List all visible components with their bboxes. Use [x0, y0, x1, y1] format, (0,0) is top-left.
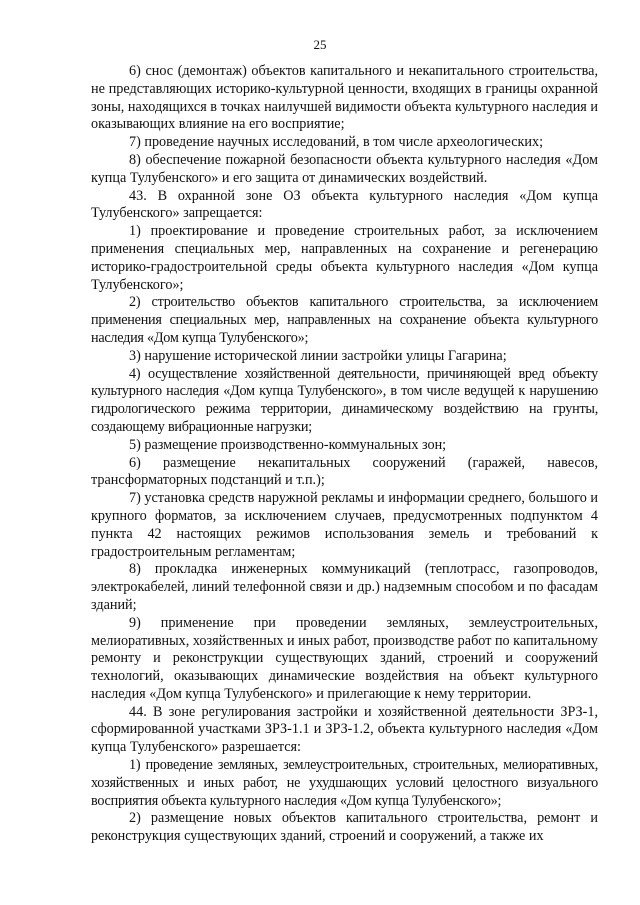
paragraph-clause-43: 43. В охранной зоне ОЗ объекта культурного наследия «Дом купца Тулубенского» запрещается: — [91, 187, 598, 222]
paragraph-item-9-technologies: 9) применение при проведении земляных, землеустроительных, мелиоративных, хозяйственных и иных работ, производстве работ по капитальному ремонту и реконструкции существующих зданий, строений и сооружений технологий, оказывающих динамические воздействия на объект культурного наследия «Дом купца Тулубенского» и прилегающие к нему территории. — [91, 614, 598, 702]
paragraph-item-5-industrial-zones: 5) размещение производственно-коммунальных зон; — [129, 436, 447, 453]
paragraph-item-8-fire-safety: 8) обеспечение пожарной безопасности объекта культурного наследия «Дом купца Тулубенского» и его защита от динамических воздействий. — [91, 151, 598, 186]
document-body — [91, 63, 598, 846]
paragraph-item-1-design: 1) проектирование и проведение строительных работ, за исключением применения специальных мер, направленных на сохранение и регенерацию историко-градостроительной среды объекта культурного наследия «Дом купца Тулубенского»; — [91, 223, 598, 293]
paragraph-item-4-economic-activity: 4) осуществление хозяйственной деятельности, причиняющей вред объекту культурного наследия «Дом купца Тулубенского», в том числе ведущей к нарушению гидрологического режима территории, динамическому воздействию на грунты, создающему вибрационные нагрузки; — [91, 365, 598, 435]
paragraph-item-6-non-capital: 6) размещение некапитальных сооружений (гаражей, навесов, трансформаторных подстанций и т.п.); — [91, 454, 598, 489]
paragraph-item-2-new-objects: 2) размещение новых объектов капитального строительства, ремонт и реконструкция существующих зданий, строений и сооружений, а также их — [91, 810, 598, 845]
paragraph-clause-44: 44. В зоне регулирования застройки и хозяйственной деятельности ЗРЗ-1, сформированной участками ЗРЗ-1.1 и ЗРЗ-1.2, объекта культурного наследия «Дом купца Тулубенского» разрешается: — [91, 703, 598, 756]
paragraph-item-7-advertising: 7) установка средств наружной рекламы и информации среднего, большого и крупного форматов, за исключением случаев, предусмотренных подпунктом 4 пункта 42 настоящих режимов использования земель и требований к градостроительным регламентам; — [91, 490, 598, 560]
paragraph-item-7-research: 7) проведение научных исследований, в том числе археологических; — [129, 134, 544, 151]
paragraph-item-2-construction: 2) строительство объектов капитального строительства, за исключением применения специальных мер, направленных на сохранение объекта культурного наследия «Дом купца Тулубенского»; — [91, 294, 598, 346]
paragraph-item-1-earthworks: 1) проведение земляных, землеустроительных, строительных, мелиоративных, хозяйственных и иных работ, не ухудшающих условий целостного визуального восприятия объекта культурного наследия «Дом купца Тулубенского»; — [91, 757, 598, 809]
paragraph-item-3-building-line: 3) нарушение исторической линии застройки улицы Гагарина; — [129, 347, 507, 364]
paragraph-item-8-utilities: 8) прокладка инженерных коммуникаций (теплотрасс, газопроводов, электрокабелей, линий телефонной связи и др.) надземным способом и по фасадам зданий; — [91, 561, 598, 613]
page-number: 25 — [313, 37, 327, 52]
paragraph-item-6-demolition: 6) снос (демонтаж) объектов капитального и некапитального строительства, не представляющих историко-культурной ценности, входящих в границы охранной зоны, находящихся в точках наилучшей видимости объекта культурного наследия и оказывающих влияние на его восприятие; — [91, 63, 598, 133]
